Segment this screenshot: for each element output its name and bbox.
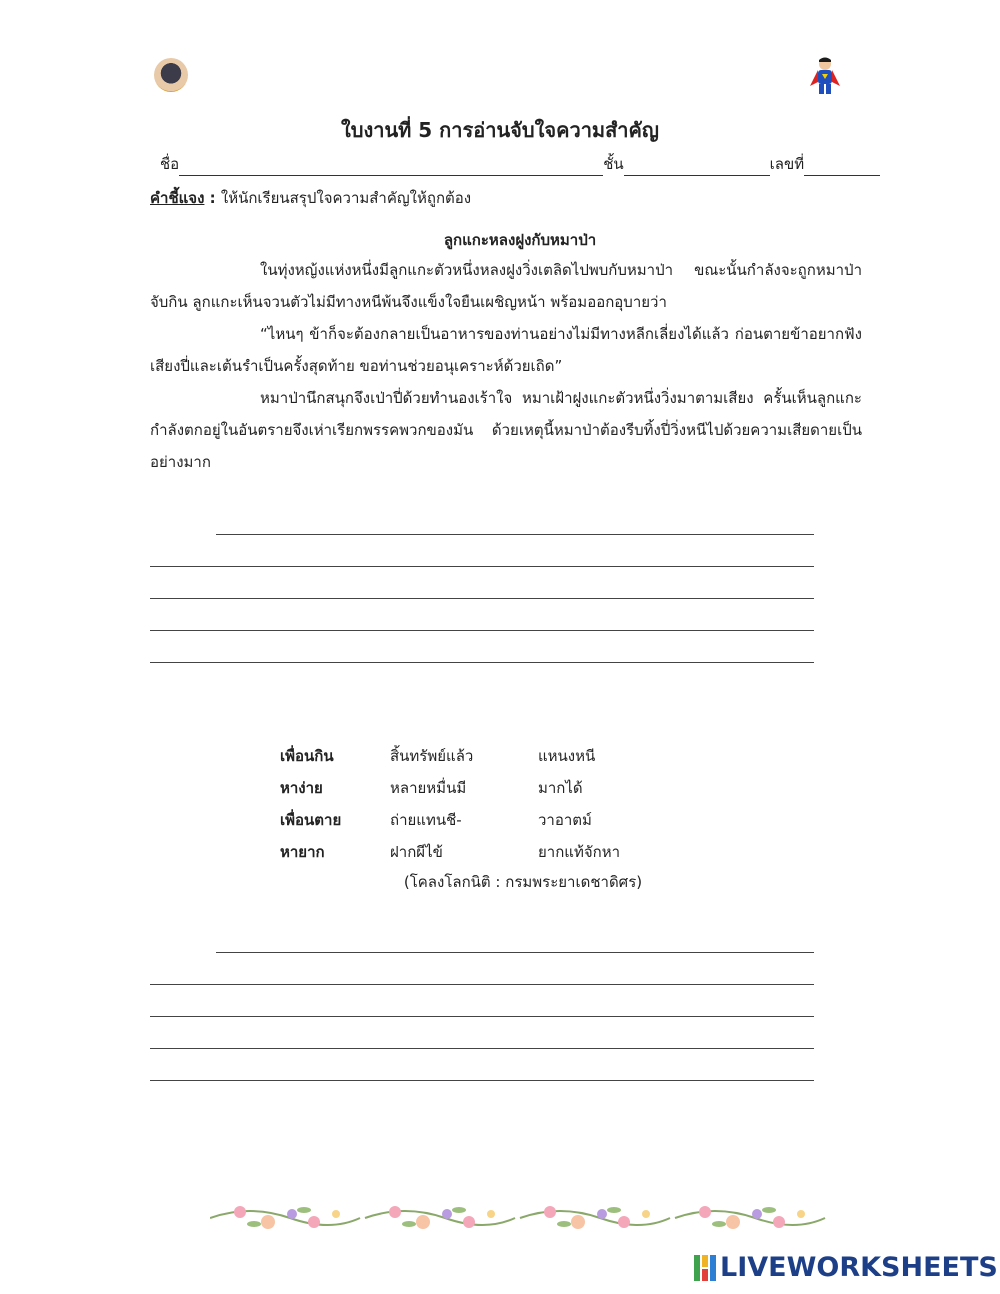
answer-line[interactable] — [150, 662, 814, 663]
poem-word: หาง่าย — [280, 779, 323, 797]
poem-word: ฝากผีไข้ — [390, 843, 443, 861]
answer-line[interactable] — [216, 534, 814, 535]
class-field[interactable] — [624, 157, 770, 176]
number-field[interactable] — [804, 157, 880, 176]
name-label: ชื่อ — [160, 155, 180, 173]
poem-row — [280, 836, 658, 868]
instruction-separator: : — [204, 189, 221, 207]
answer-line[interactable] — [150, 1048, 814, 1049]
poem-row — [280, 740, 658, 772]
name-field[interactable] — [179, 157, 603, 176]
student-info-row — [160, 154, 882, 176]
answer-line[interactable] — [216, 952, 814, 953]
poem-word: ถ่ายแทนชี- — [390, 811, 462, 829]
answer-line[interactable] — [150, 984, 814, 985]
poem-word: วาอาตม์ — [538, 811, 592, 829]
instruction-text: ให้นักเรียนสรุปใจความสำคัญให้ถูกต้อง — [220, 189, 472, 207]
answer-line[interactable] — [150, 566, 814, 567]
poem-citation: (โคลงโลกนิติ : กรมพระยาเดชาดิศร) — [403, 873, 643, 891]
story-paragraph-1: ในทุ่งหญ้งแห่งหนึ่งมีลูกแกะตัวหนึ่งหลงฝูงวิ่งเตลิดไปพบกับหมาป่า ขณะนั้นกำลังจะถูกหมาป่าจับกิน ลูกแกะเห็นจวนตัวไม่มีทางหนีพ้นจึงแข็งใจยืนเผชิญหน้า พร้อมออกอุบายว่า — [150, 261, 862, 311]
poem-word: หลายหมื่นมี — [390, 779, 467, 797]
liveworksheets-logo-icon — [694, 1255, 716, 1281]
story-paragraph-2: “ไหนๆ ข้าก็จะต้องกลายเป็นอาหารของท่านอย่างไม่มีทางหลีกเลี่ยงได้แล้ว ก่อนตายข้าอยากฟังเสียงปี่และเต้นรำเป็นครั้งสุดท้าย ขอท่านช่วยอนุเคราะห์ด้วยเถิด” — [150, 325, 862, 375]
number-label: เลขที่ — [769, 155, 805, 173]
poem-word: เพื่อนตาย — [280, 811, 342, 829]
superman-icon — [808, 56, 842, 96]
poem-word: แหนงหนี — [538, 747, 596, 765]
instruction — [150, 186, 471, 210]
batgirl-icon — [154, 58, 188, 92]
story-title: ลูกแกะหลงฝูงกับหมาป่า — [443, 231, 597, 249]
poem-word: เพื่อนกิน — [280, 747, 334, 765]
poem — [280, 740, 658, 868]
poem-word: หายาก — [280, 843, 325, 861]
answer-line[interactable] — [150, 598, 814, 599]
worksheet-title: ใบงานที่ 5 การอ่านจับใจความสำคัญ — [341, 118, 659, 142]
liveworksheets-brand — [694, 1252, 998, 1283]
answer-line[interactable] — [150, 1016, 814, 1017]
poem-word: ยากแท้จักหา — [538, 843, 621, 861]
poem-word: สิ้นทรัพย์แล้ว — [390, 747, 474, 765]
story-paragraph-3: หมาป่านึกสนุกจึงเป่าปี่ด้วยทำนองเร้าใจ หมาเฝ้าฝูงแกะตัวหนึ่งวิ่งมาตามเสียง ครั้นเห็นลูกแกะกำลังตกอยู่ในอันตรายจึงเห่าเรียกพรรคพวกของมัน ด้วยเหตุนี้หมาป่าต้องรีบทิ้งปี่วิ่งหนีไปด้วยความเสียดายเป็นอย่างมาก — [150, 389, 862, 471]
poem-row — [280, 804, 658, 836]
poem-word: มากได้ — [538, 779, 583, 797]
brand-name: LIVEWORKSHEETS — [720, 1252, 998, 1283]
instruction-label: คำชี้แจง — [150, 189, 205, 207]
class-label: ชั้น — [603, 155, 624, 173]
floral-border-icon — [210, 1196, 830, 1240]
answer-line[interactable] — [150, 630, 814, 631]
answer-line[interactable] — [150, 1080, 814, 1081]
poem-row — [280, 772, 658, 804]
